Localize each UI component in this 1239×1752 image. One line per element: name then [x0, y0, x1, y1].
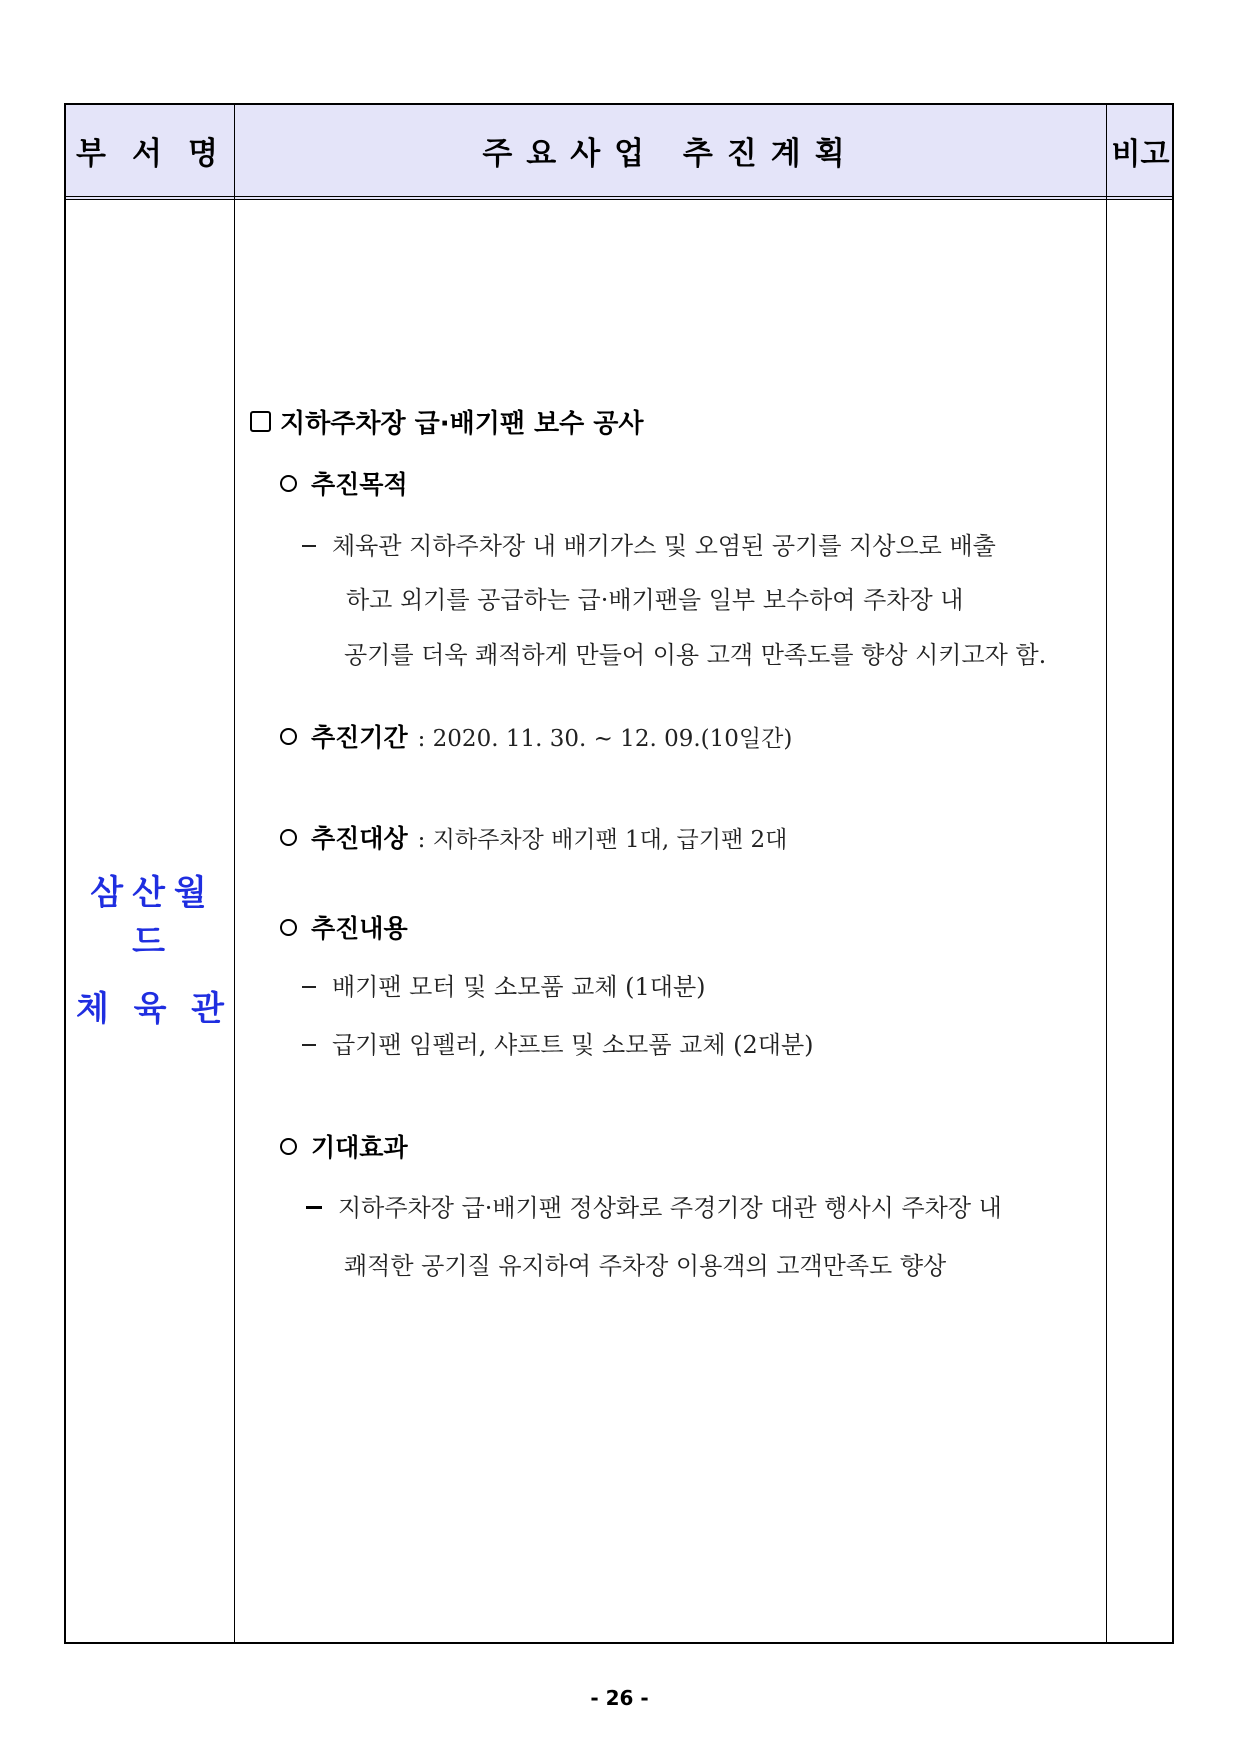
page-number: - 26 - [590, 1686, 649, 1710]
effect-line-text: 지하주차장 급·배기팬 정상화로 주경기장 대관 행사시 주차장 내 [338, 1194, 1002, 1222]
header-department-char: 명 [188, 136, 218, 172]
dash-icon [302, 545, 316, 547]
purpose-heading [280, 465, 408, 501]
table-header [66, 105, 1172, 200]
header-plan: 주요사업 추진계획 [482, 136, 859, 172]
content-label: 추진내용 [311, 914, 408, 943]
circle-bullet-icon [280, 728, 297, 745]
purpose-line [302, 526, 996, 561]
circle-bullet-icon [280, 1138, 297, 1155]
circle-bullet-icon [280, 475, 297, 492]
content-item-text: 급기팬 임펠러, 샤프트 및 소모품 교체 (2대분) [332, 1031, 814, 1059]
dash-icon [306, 1206, 322, 1209]
department-char: 체 [76, 989, 109, 1029]
department-char: 육 [133, 989, 167, 1029]
department-char: 관 [191, 989, 224, 1029]
circle-bullet-icon [280, 919, 297, 936]
effect-heading [280, 1128, 408, 1164]
target-row [280, 819, 787, 855]
effect-line [306, 1188, 1002, 1223]
content-heading [280, 909, 408, 945]
content-item [302, 1025, 814, 1060]
effect-label: 기대효과 [311, 1133, 408, 1162]
department-line2 [66, 981, 234, 1030]
project-title-text: 지하주차장 급·배기팬 보수 공사 [280, 409, 644, 439]
department-line1: 삼산월드 [90, 873, 216, 962]
purpose-line: 공기를 더욱 쾌적하게 만들어 이용 고객 만족도를 향상 시키고자 함. [344, 641, 1047, 669]
project-title [250, 403, 644, 440]
target-value: : 지하주차장 배기팬 1대, 급기팬 2대 [417, 826, 788, 853]
department-name [66, 865, 234, 1030]
purpose-label: 추진목적 [311, 470, 408, 499]
circle-bullet-icon [280, 829, 297, 846]
content-item-text: 배기팬 모터 및 소모품 교체 (1대분) [332, 973, 706, 1001]
purpose-line: 하고 외기를 공급하는 급·배기팬을 일부 보수하여 주차장 내 [346, 586, 964, 614]
header-department-char: 서 [132, 136, 162, 172]
dash-icon [302, 986, 316, 988]
purpose-line-text: 체육관 지하주차장 내 배기가스 및 오염된 공기를 지상으로 배출 [332, 532, 996, 560]
header-department [72, 105, 222, 196]
header-department-char: 부 [76, 136, 106, 172]
dash-icon [302, 1044, 316, 1046]
column-divider [234, 105, 235, 1642]
target-label: 추진대상 [311, 824, 408, 853]
column-divider [1106, 105, 1107, 1642]
checkbox-icon [250, 411, 271, 432]
period-row [280, 718, 792, 754]
content-item [302, 967, 706, 1002]
period-label: 추진기간 [311, 723, 408, 752]
header-note: 비고 [1111, 136, 1170, 172]
effect-line: 쾌적한 공기질 유지하여 주차장 이용객의 고객만족도 향상 [344, 1252, 947, 1280]
period-value: : 2020. 11. 30. ~ 12. 09.(10일간) [417, 725, 793, 752]
plan-table [64, 103, 1174, 1644]
